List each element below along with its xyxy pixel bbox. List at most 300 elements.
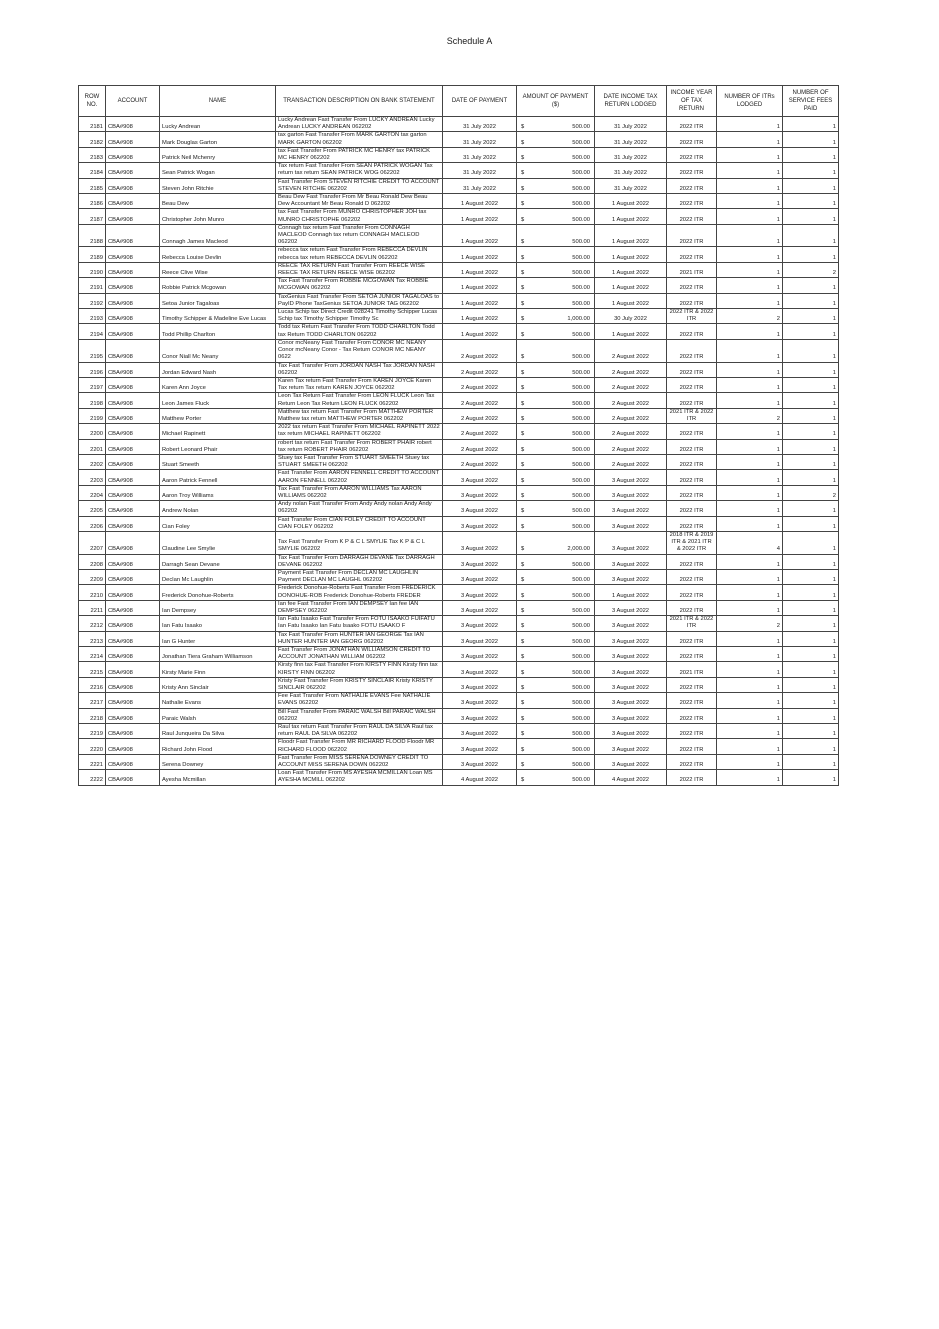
currency-symbol: $ [521,285,525,292]
itrs-lodged-cell: 1 [717,439,783,454]
amount-value: 500.00 [572,508,590,515]
row-number: 2191 [79,278,106,293]
table-row [79,293,839,308]
name-cell: Ian Dempsey [160,600,276,615]
amount-value: 500.00 [572,254,590,261]
header-amount: AMOUNT OF PAYMENT ($) [517,86,595,117]
service-fees-cell: 1 [783,147,839,162]
row-number: 2210 [79,585,106,600]
table-row [79,662,839,677]
amount-cell [517,662,595,677]
amount-value: 500.00 [572,669,590,676]
lodged-date-cell: 3 August 2022 [595,724,667,739]
service-fees-cell: 1 [783,770,839,785]
row-number: 2200 [79,424,106,439]
name-cell: Mark Douglas Garton [160,132,276,147]
currency-symbol: $ [521,254,525,261]
itrs-lodged-cell: 2 [717,309,783,324]
currency-symbol: $ [521,170,525,177]
lodged-date-cell: 3 August 2022 [595,754,667,769]
lodged-date-cell: 31 July 2022 [595,178,667,193]
payment-date-cell: 1 August 2022 [443,224,517,247]
amount-value: 500.00 [572,331,590,338]
itrs-lodged-cell: 1 [717,485,783,500]
description-cell: Tax Fast Transfer From K P & C L SMYLIE Tax K P & C L SMYLIE 062202 [276,531,443,554]
payment-date-cell: 31 July 2022 [443,163,517,178]
header-year: INCOME YEAR OF TAX RETURN [667,86,717,117]
service-fees-cell: 1 [783,117,839,132]
header-description: TRANSACTION DESCRIPTION ON BANK STATEMENT [276,86,443,117]
payment-date-cell: 1 August 2022 [443,209,517,224]
payment-date-cell: 3 August 2022 [443,724,517,739]
account-cell: CBA#908 [106,454,160,469]
itrs-lodged-cell: 1 [717,209,783,224]
name-cell: Steven John Ritchie [160,178,276,193]
account-cell: CBA#908 [106,424,160,439]
income-year-cell: 2022 ITR & 2022 ITR [667,309,717,324]
amount-value: 500.00 [572,462,590,469]
table-row [79,247,839,262]
table-row [79,178,839,193]
amount-cell [517,739,595,754]
header-name: NAME [160,86,276,117]
amount-value: 500.00 [572,201,590,208]
service-fees-cell: 1 [783,209,839,224]
row-number: 2213 [79,631,106,646]
description-cell: Fast Transfer From MISS SERENA DOWNEY CREDIT TO ACCOUNT MISS SERENA DOWN 062202 [276,754,443,769]
lodged-date-cell: 31 July 2022 [595,147,667,162]
itrs-lodged-cell: 1 [717,516,783,531]
table-row [79,194,839,209]
payment-date-cell: 3 August 2022 [443,554,517,569]
name-cell: Patrick Neil Mchenry [160,147,276,162]
income-year-cell: 2022 ITR [667,754,717,769]
payment-date-cell: 1 August 2022 [443,194,517,209]
itrs-lodged-cell: 2 [717,408,783,423]
payment-date-cell: 2 August 2022 [443,377,517,392]
table-row [79,693,839,708]
row-number: 2189 [79,247,106,262]
payment-date-cell: 1 August 2022 [443,247,517,262]
itrs-lodged-cell: 1 [717,377,783,392]
table-row [79,454,839,469]
currency-symbol: $ [521,201,525,208]
amount-value: 500.00 [572,638,590,645]
lodged-date-cell: 30 July 2022 [595,309,667,324]
account-cell: CBA#908 [106,631,160,646]
account-cell: CBA#908 [106,531,160,554]
amount-cell [517,424,595,439]
description-cell: Ian fee Fast Transfer From IAN DEMPSEY Ian fee IAN DEMPSEY 062202 [276,600,443,615]
lodged-date-cell: 3 August 2022 [595,693,667,708]
lodged-date-cell: 2 August 2022 [595,408,667,423]
name-cell: Nathalie Evans [160,693,276,708]
amount-cell [517,163,595,178]
income-year-cell: 2022 ITR [667,224,717,247]
currency-symbol: $ [521,592,525,599]
lodged-date-cell: 31 July 2022 [595,163,667,178]
row-number: 2221 [79,754,106,769]
account-cell: CBA#908 [106,224,160,247]
name-cell: Ian G Hunter [160,631,276,646]
description-cell: Matthew tax return Fast Transfer From MATTHEW PORTER Matthew tax return MATTHEW PORTER 062202 [276,408,443,423]
name-cell: Raul Junqueira Da Silva [160,724,276,739]
service-fees-cell: 2 [783,262,839,277]
itrs-lodged-cell: 1 [717,278,783,293]
row-number: 2194 [79,324,106,339]
table-header-row [79,86,839,117]
account-cell: CBA#908 [106,132,160,147]
payment-date-cell: 2 August 2022 [443,393,517,408]
description-cell: Connagh tax return Fast Transfer From CONNAGH MACLEOD Connagh tax return CONNAGH MACLEOD 062202 [276,224,443,247]
account-cell: CBA#908 [106,339,160,362]
account-cell: CBA#908 [106,393,160,408]
payment-date-cell: 3 August 2022 [443,754,517,769]
account-cell: CBA#908 [106,677,160,692]
name-cell: Matthew Porter [160,408,276,423]
amount-cell [517,647,595,662]
itrs-lodged-cell: 1 [717,770,783,785]
itrs-lodged-cell: 1 [717,600,783,615]
service-fees-cell: 1 [783,439,839,454]
name-cell: Leon James Fluck [160,393,276,408]
income-year-cell: 2022 ITR [667,585,717,600]
income-year-cell: 2022 ITR [667,516,717,531]
description-cell: Raul tax return Fast Transfer From RAUL DA SILVA Raul tax return RAUL DA SILVA 062202 [276,724,443,739]
service-fees-cell: 1 [783,324,839,339]
description-cell: Leon Tax Return Fast Transfer From LEON FLUCK Leon Tax Return Leon Tax Return LEON FLUCK 062202 [276,393,443,408]
header-itrs: NUMBER OF ITRs LODGED [717,86,783,117]
account-cell: CBA#908 [106,770,160,785]
amount-value: 500.00 [572,446,590,453]
service-fees-cell: 1 [783,309,839,324]
lodged-date-cell: 3 August 2022 [595,631,667,646]
row-number: 2188 [79,224,106,247]
service-fees-cell: 1 [783,600,839,615]
table-row [79,501,839,516]
description-cell: Tax Fast Transfer From DARRAGH DEVANE Tax DARRAGH DEVANE 062202 [276,554,443,569]
payment-date-cell: 3 August 2022 [443,470,517,485]
amount-cell [517,278,595,293]
table-row [79,324,839,339]
amount-value: 500.00 [572,654,590,661]
table-row [79,770,839,785]
service-fees-cell: 1 [783,247,839,262]
table-row [79,147,839,162]
amount-cell [517,147,595,162]
amount-value: 500.00 [572,561,590,568]
account-cell: CBA#908 [106,439,160,454]
account-cell: CBA#908 [106,147,160,162]
lodged-date-cell: 1 August 2022 [595,324,667,339]
account-cell: CBA#908 [106,585,160,600]
account-cell: CBA#908 [106,377,160,392]
description-cell: Floodr Fast Transfer From MR RICHARD FLOOD Floodr MR RICHARD FLOOD 062202 [276,739,443,754]
income-year-cell: 2022 ITR [667,708,717,723]
currency-symbol: $ [521,216,525,223]
currency-symbol: $ [521,431,525,438]
service-fees-cell: 1 [783,278,839,293]
service-fees-cell: 1 [783,662,839,677]
currency-symbol: $ [521,124,525,131]
amount-value: 500.00 [572,216,590,223]
service-fees-cell: 1 [783,554,839,569]
amount-cell [517,616,595,631]
account-cell: CBA#908 [106,194,160,209]
lodged-date-cell: 2 August 2022 [595,439,667,454]
service-fees-cell: 1 [783,194,839,209]
itrs-lodged-cell: 1 [717,693,783,708]
table-row [79,708,839,723]
service-fees-cell: 1 [783,501,839,516]
row-number: 2181 [79,117,106,132]
lodged-date-cell: 2 August 2022 [595,454,667,469]
payment-date-cell: 31 July 2022 [443,117,517,132]
account-cell: CBA#908 [106,262,160,277]
description-cell: Tax Fast Transfer From HUNTER IAN GEORGE Tax IAN HUNTER HUNTER IAN GEORG 062202 [276,631,443,646]
amount-cell [517,600,595,615]
amount-cell [517,117,595,132]
description-cell: Bill Fast Transfer From PARAIC WALSH Bill PARAIC WALSH 062202 [276,708,443,723]
amount-cell [517,516,595,531]
service-fees-cell: 1 [783,631,839,646]
income-year-cell: 2022 ITR [667,693,717,708]
amount-value: 500.00 [572,477,590,484]
amount-value: 500.00 [572,731,590,738]
name-cell: Kristy Ann Sinclair [160,677,276,692]
service-fees-cell: 1 [783,531,839,554]
description-cell: Tax Fast Transfer From ROBBIE MCGOWAN Tax ROBBIE MCGOWAN 062202 [276,278,443,293]
table-row [79,393,839,408]
payment-date-cell: 3 August 2022 [443,516,517,531]
amount-cell [517,754,595,769]
description-cell: Tax return Fast Transfer From SEAN PATRICK WOGAN Tax return tax return SEAN PATRICK WOG 062202 [276,163,443,178]
account-cell: CBA#908 [106,754,160,769]
currency-symbol: $ [521,239,525,246]
table-row [79,377,839,392]
description-cell: Kristy Fast Transfer From KRISTY SINCLAIR Kristy KRISTY SINCLAIR 062202 [276,677,443,692]
row-number: 2222 [79,770,106,785]
itrs-lodged-cell: 1 [717,247,783,262]
payment-date-cell: 3 August 2022 [443,569,517,584]
description-cell: Tax Fast Transfer From JORDAN NASH Tax JORDAN NASH 062202 [276,362,443,377]
name-cell: Jordan Edward Nash [160,362,276,377]
description-cell: Fee Fast Transfer From NATHALIE EVANS Fee NATHALIE EVANS 062202 [276,693,443,708]
lodged-date-cell: 1 August 2022 [595,278,667,293]
currency-symbol: $ [521,155,525,162]
lodged-date-cell: 3 August 2022 [595,531,667,554]
header-account: ACCOUNT [106,86,160,117]
amount-value: 500.00 [572,185,590,192]
payment-date-cell: 2 August 2022 [443,454,517,469]
amount-cell [517,485,595,500]
lodged-date-cell: 31 July 2022 [595,132,667,147]
itrs-lodged-cell: 1 [717,362,783,377]
account-cell: CBA#908 [106,163,160,178]
table-row [79,631,839,646]
name-cell: Stuart Smeeth [160,454,276,469]
itrs-lodged-cell: 2 [717,616,783,631]
itrs-lodged-cell: 1 [717,724,783,739]
currency-symbol: $ [521,685,525,692]
itrs-lodged-cell: 1 [717,739,783,754]
description-cell: Karen Tax return Fast Transfer From KAREN JOYCE Karen Tax return Tax return KAREN JOYCE 062202 [276,377,443,392]
table-row [79,132,839,147]
header-row-no: ROW NO. [79,86,106,117]
amount-value: 2,000.00 [567,546,590,553]
account-cell: CBA#908 [106,569,160,584]
income-year-cell: 2022 ITR [667,424,717,439]
lodged-date-cell: 3 August 2022 [595,554,667,569]
row-number: 2216 [79,677,106,692]
payment-date-cell: 3 August 2022 [443,600,517,615]
description-cell: Loan Fast Transfer From MS AYESHA MCMILLAN Loan MS AYESHA MCMILL 062202 [276,770,443,785]
lodged-date-cell: 3 August 2022 [595,739,667,754]
table-row [79,224,839,247]
income-year-cell: 2022 ITR [667,278,717,293]
income-year-cell: 2022 ITR [667,739,717,754]
currency-symbol: $ [521,477,525,484]
currency-symbol: $ [521,270,525,277]
itrs-lodged-cell: 1 [717,501,783,516]
lodged-date-cell: 2 August 2022 [595,393,667,408]
service-fees-cell: 1 [783,754,839,769]
lodged-date-cell: 1 August 2022 [595,293,667,308]
service-fees-cell: 1 [783,362,839,377]
amount-value: 500.00 [572,369,590,376]
name-cell: Claudine Lee Smylie [160,531,276,554]
schedule-table [78,85,839,786]
table-row [79,309,839,324]
income-year-cell: 2022 ITR [667,770,717,785]
service-fees-cell: 1 [783,616,839,631]
payment-date-cell: 1 August 2022 [443,262,517,277]
lodged-date-cell: 3 August 2022 [595,662,667,677]
currency-symbol: $ [521,731,525,738]
payment-date-cell: 1 August 2022 [443,324,517,339]
lodged-date-cell: 4 August 2022 [595,770,667,785]
name-cell: Robert Leonard Phair [160,439,276,454]
row-number: 2184 [79,163,106,178]
currency-symbol: $ [521,300,525,307]
income-year-cell: 2022 ITR [667,147,717,162]
itrs-lodged-cell: 1 [717,631,783,646]
itrs-lodged-cell: 1 [717,262,783,277]
name-cell: Jonathan Tiera Graham Williamson [160,647,276,662]
table-row [79,569,839,584]
lodged-date-cell: 3 August 2022 [595,485,667,500]
amount-value: 500.00 [572,623,590,630]
income-year-cell: 2022 ITR [667,554,717,569]
itrs-lodged-cell: 1 [717,117,783,132]
service-fees-cell: 1 [783,339,839,362]
lodged-date-cell: 1 August 2022 [595,209,667,224]
name-cell: Beau Dew [160,194,276,209]
lodged-date-cell: 31 July 2022 [595,117,667,132]
currency-symbol: $ [521,331,525,338]
income-year-cell: 2022 ITR [667,631,717,646]
payment-date-cell: 2 August 2022 [443,439,517,454]
row-number: 2186 [79,194,106,209]
table-row [79,677,839,692]
row-number: 2218 [79,708,106,723]
amount-value: 500.00 [572,300,590,307]
amount-value: 500.00 [572,592,590,599]
amount-cell [517,293,595,308]
amount-value: 500.00 [572,523,590,530]
income-year-cell: 2022 ITR [667,132,717,147]
table-row [79,485,839,500]
itrs-lodged-cell: 1 [717,424,783,439]
income-year-cell: 2022 ITR [667,163,717,178]
payment-date-cell: 3 August 2022 [443,739,517,754]
currency-symbol: $ [521,546,525,553]
amount-value: 500.00 [572,431,590,438]
table-row [79,439,839,454]
income-year-cell: 2022 ITR [667,439,717,454]
payment-date-cell: 1 August 2022 [443,293,517,308]
payment-date-cell: 3 August 2022 [443,585,517,600]
income-year-cell: 2022 ITR [667,362,717,377]
payment-date-cell: 3 August 2022 [443,501,517,516]
amount-value: 500.00 [572,685,590,692]
description-cell: Payment Fast Transfer From DECLAN MC LAUGHLIN Payment DECLAN MC LAUGHL 062202 [276,569,443,584]
income-year-cell: 2022 ITR [667,501,717,516]
name-cell: Karen Ann Joyce [160,377,276,392]
currency-symbol: $ [521,669,525,676]
service-fees-cell: 1 [783,178,839,193]
itrs-lodged-cell: 1 [717,393,783,408]
row-number: 2207 [79,531,106,554]
income-year-cell: 2021 ITR & 2022 ITR [667,408,717,423]
lodged-date-cell: 1 August 2022 [595,262,667,277]
amount-value: 500.00 [572,762,590,769]
amount-value: 500.00 [572,492,590,499]
account-cell: CBA#908 [106,516,160,531]
service-fees-cell: 1 [783,132,839,147]
itrs-lodged-cell: 1 [717,708,783,723]
service-fees-cell: 1 [783,163,839,178]
service-fees-cell: 1 [783,224,839,247]
description-cell: Fast Transfer From STEVEN RITCHIE CREDIT TO ACCOUNT STEVEN RITCHIE 062202 [276,178,443,193]
service-fees-cell: 1 [783,454,839,469]
name-cell: Ayesha Mcmillan [160,770,276,785]
description-cell: rebecca tax return Fast Transfer From REBECCA DEVLIN rebecca tax return REBECCA DEVLIN 062202 [276,247,443,262]
itrs-lodged-cell: 1 [717,324,783,339]
amount-cell [517,554,595,569]
itrs-lodged-cell: 1 [717,677,783,692]
currency-symbol: $ [521,762,525,769]
account-cell: CBA#908 [106,708,160,723]
amount-cell [517,631,595,646]
account-cell: CBA#908 [106,724,160,739]
row-number: 2214 [79,647,106,662]
itrs-lodged-cell: 1 [717,662,783,677]
payment-date-cell: 3 August 2022 [443,531,517,554]
income-year-cell: 2022 ITR [667,647,717,662]
row-number: 2190 [79,262,106,277]
name-cell: Rebecca Louise Devlin [160,247,276,262]
account-cell: CBA#908 [106,117,160,132]
service-fees-cell: 1 [783,724,839,739]
account-cell: CBA#908 [106,616,160,631]
lodged-date-cell: 1 August 2022 [595,224,667,247]
payment-date-cell: 31 July 2022 [443,178,517,193]
description-cell: Tax Fast Transfer From AARON WILLIAMS Tax AARON WILLIAMS 062202 [276,485,443,500]
payment-date-cell: 2 August 2022 [443,339,517,362]
lodged-date-cell: 3 August 2022 [595,647,667,662]
table-row [79,278,839,293]
